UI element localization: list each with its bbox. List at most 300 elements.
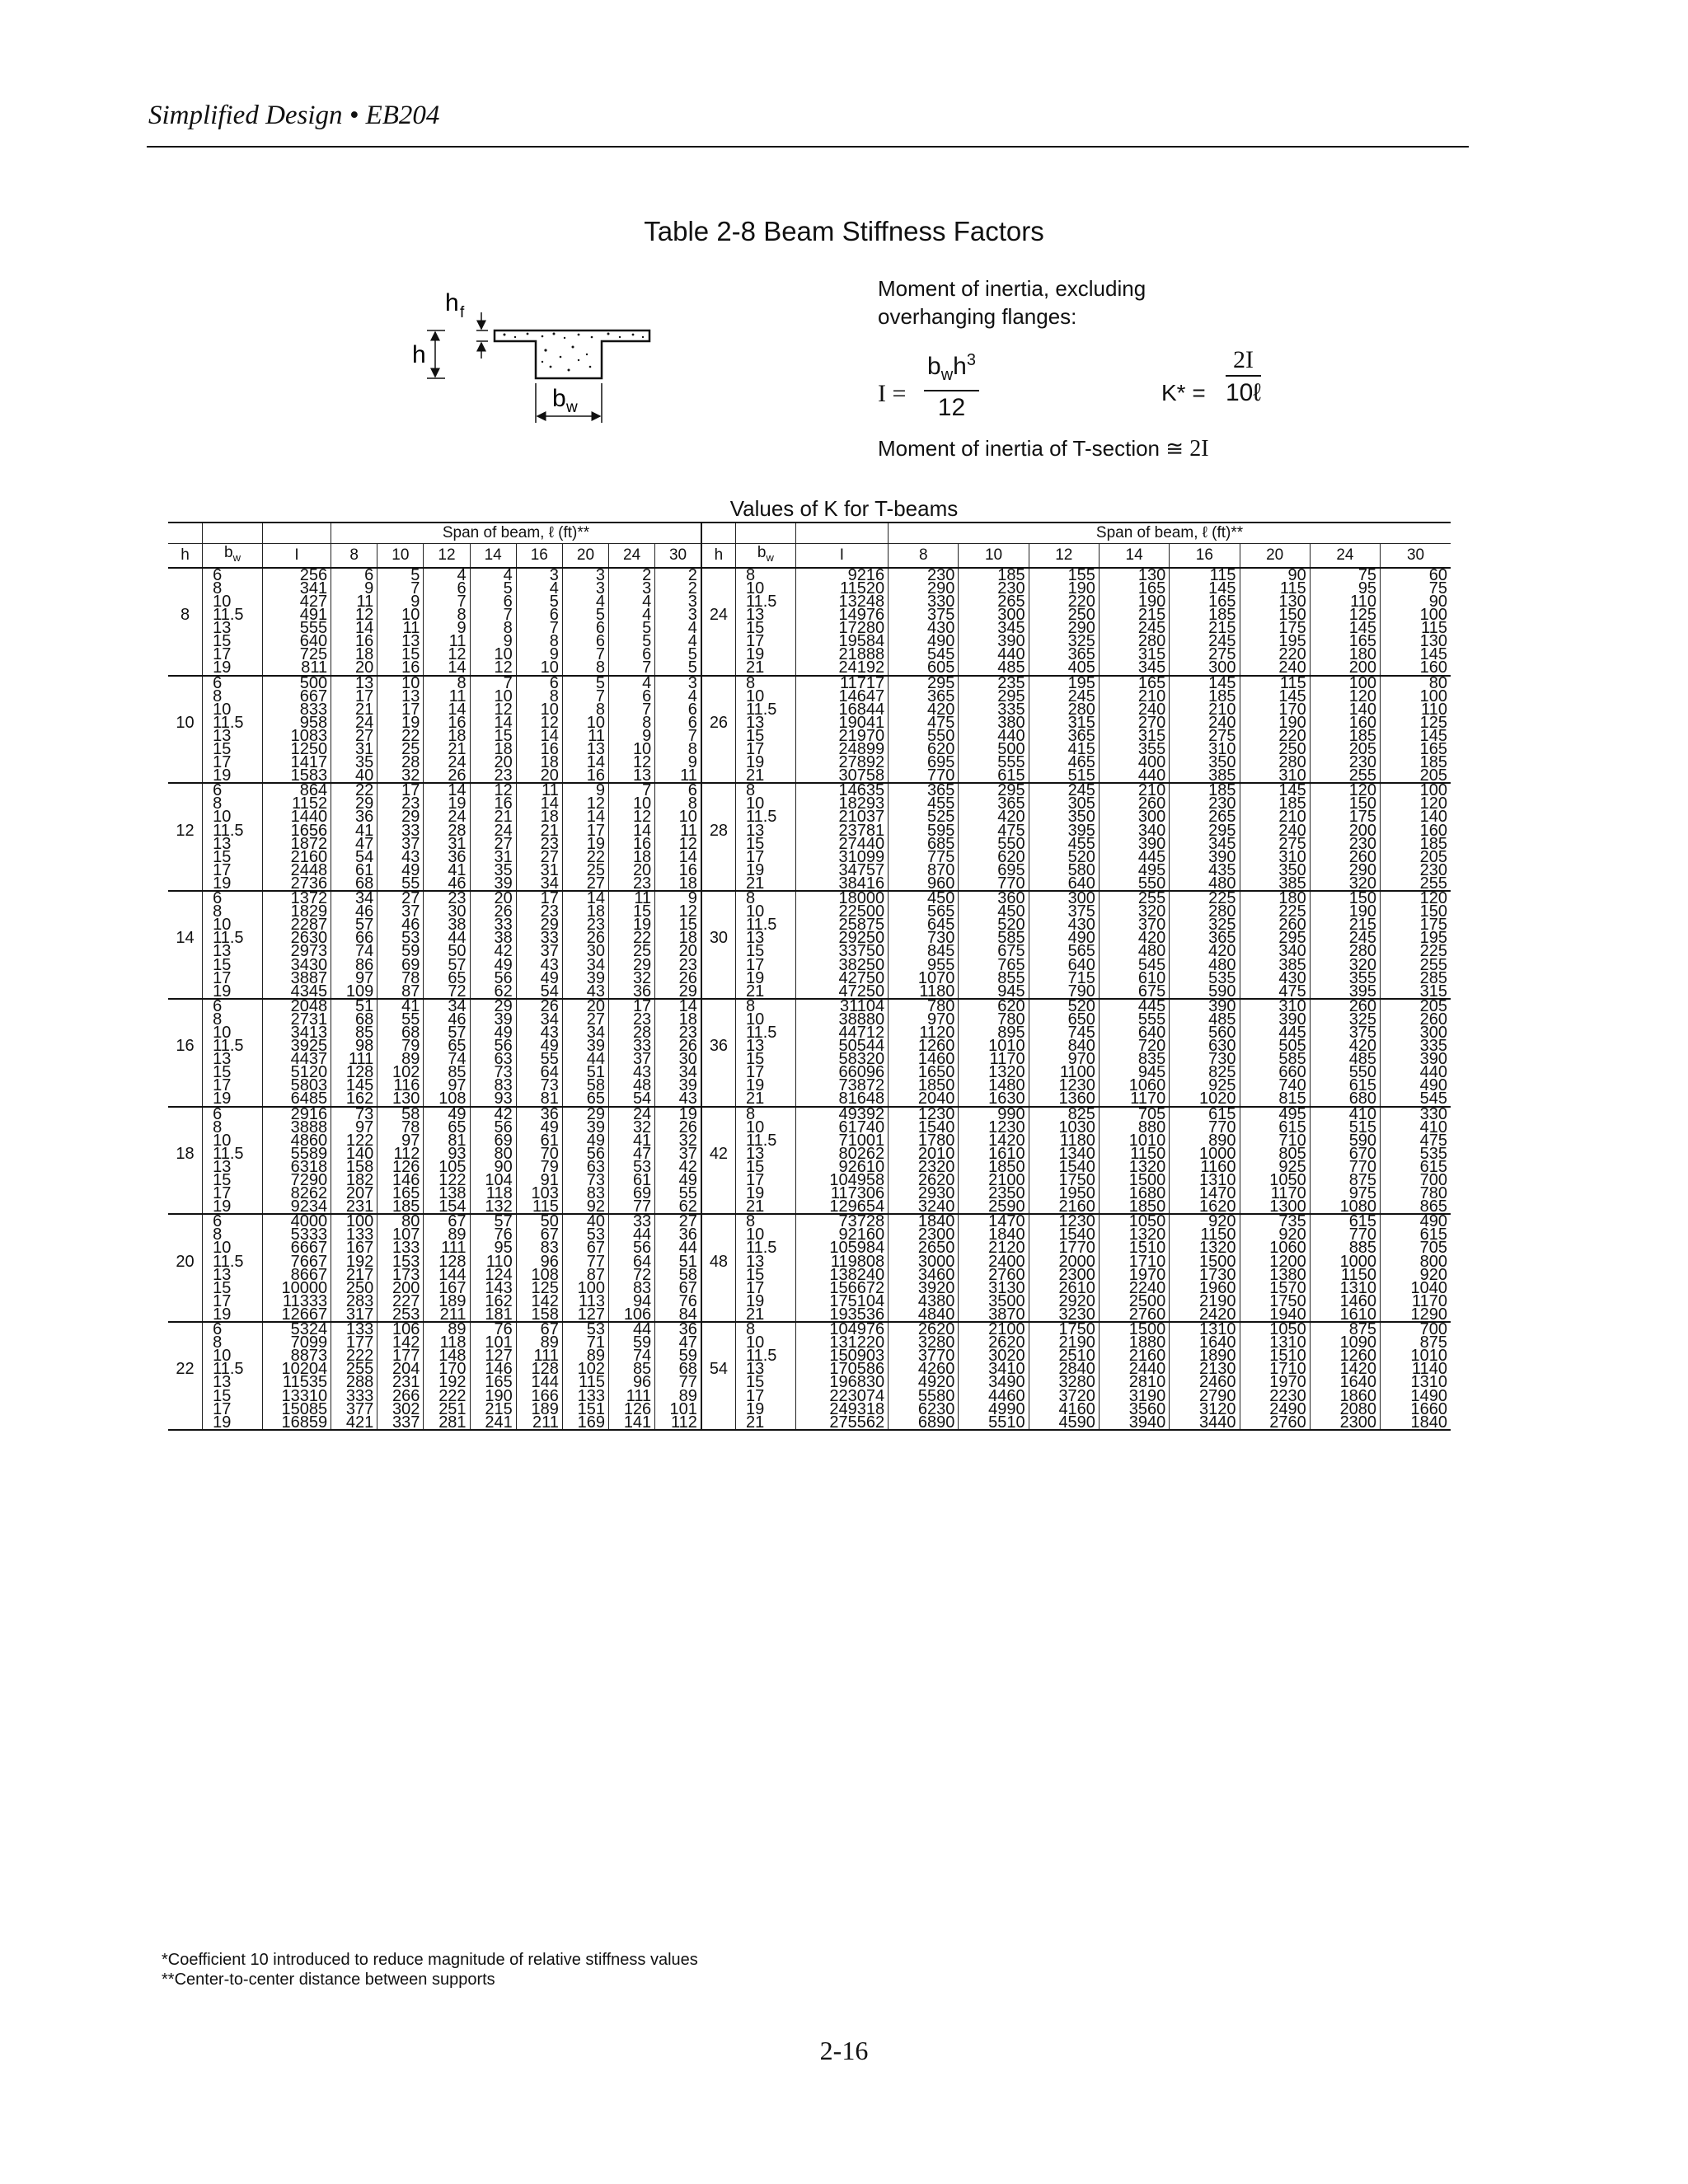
k-value-right: 100 [1381, 608, 1451, 621]
k-value-left: 41 [424, 864, 470, 877]
row-inertia-left: 341 [262, 582, 331, 595]
row-inertia-left: 3888 [262, 1121, 331, 1134]
k-value-left: 25 [609, 944, 655, 958]
row-h-right [701, 864, 736, 877]
k-value-left: 158 [516, 1308, 562, 1322]
k-value-left: 33 [516, 931, 562, 944]
k-value-right: 925 [1240, 1160, 1310, 1174]
row-h-left [168, 877, 203, 891]
k-value-right: 1300 [1240, 1200, 1310, 1214]
k-value-left: 12 [470, 703, 516, 716]
k-value-right: 480 [1170, 877, 1240, 891]
k-value-left: 111 [331, 1052, 377, 1066]
k-value-right: 420 [1099, 931, 1169, 944]
k-value-right: 955 [889, 958, 959, 972]
k-value-left: 68 [655, 1362, 701, 1376]
k-value-left: 29 [655, 985, 701, 999]
k-value-left: 102 [562, 1362, 608, 1376]
k-value-right: 255 [1381, 877, 1451, 891]
k-value-right: 825 [1170, 1066, 1240, 1079]
k-value-right: 435 [1170, 864, 1240, 877]
k-value-right: 1180 [1029, 1134, 1099, 1147]
k-value-left: 19 [562, 837, 608, 851]
k-value-right: 380 [959, 716, 1029, 729]
row-inertia-right: 170586 [795, 1362, 888, 1376]
k-value-left: 108 [516, 1268, 562, 1282]
k-value-right: 245 [1029, 690, 1099, 703]
k-value-right: 170 [1240, 703, 1310, 716]
k-value-right: 1310 [1381, 1376, 1451, 1389]
row-inertia-left: 2736 [262, 877, 331, 891]
k-value-left: 207 [331, 1187, 377, 1200]
k-value-right: 390 [1099, 837, 1169, 851]
table-row [168, 1092, 1451, 1106]
k-value-left: 84 [655, 1308, 701, 1322]
page-title: Table 2-8 Beam Stiffness Factors [644, 216, 1044, 246]
k-value-right: 110 [1310, 595, 1380, 608]
row-bw-right: 8 [735, 568, 795, 582]
k-value-right: 1570 [1240, 1282, 1310, 1295]
row-bw-right: 19 [735, 1187, 795, 1200]
k-value-left: 24 [331, 716, 377, 729]
k-value-left: 4 [655, 635, 701, 648]
k-value-left: 47 [331, 837, 377, 851]
row-bw-left: 8 [203, 582, 263, 595]
k-value-left: 12 [516, 716, 562, 729]
k-value-left: 11 [516, 783, 562, 797]
row-h-left [168, 1066, 203, 1079]
k-value-right: 630 [1170, 1039, 1240, 1052]
k-value-right: 1090 [1310, 1336, 1380, 1349]
row-inertia-left: 2973 [262, 944, 331, 958]
k-value-right: 120 [1310, 690, 1380, 703]
row-h-left [168, 1092, 203, 1106]
k-value-right: 2160 [1099, 1349, 1169, 1362]
row-h-right [701, 958, 736, 972]
k-value-left: 132 [470, 1200, 516, 1214]
k-value-right: 75 [1381, 582, 1451, 595]
row-h-right [701, 1174, 736, 1187]
row-bw-left: 6 [203, 891, 263, 905]
k-value-left: 30 [424, 905, 470, 918]
k-value-right: 205 [1310, 743, 1380, 756]
k-value-left: 68 [377, 1026, 424, 1039]
k-value-left: 12 [609, 810, 655, 823]
k-value-left: 4 [424, 568, 470, 582]
row-bw-left: 6 [203, 1214, 263, 1228]
row-h-right [701, 1187, 736, 1200]
row-h-right [701, 769, 736, 783]
k-value-right: 2440 [1099, 1362, 1169, 1376]
k-value-right: 1010 [1099, 1134, 1169, 1147]
k-value-left: 87 [562, 1268, 608, 1282]
k-value-left: 79 [516, 1160, 562, 1174]
row-inertia-right: 24899 [795, 743, 888, 756]
k-value-right: 545 [889, 648, 959, 661]
k-value-right: 1610 [959, 1147, 1029, 1160]
row-bw-right: 17 [735, 1066, 795, 1079]
k-value-left: 76 [655, 1295, 701, 1308]
k-value-right: 365 [889, 783, 959, 797]
row-inertia-left: 1250 [262, 743, 331, 756]
k-value-right: 485 [959, 661, 1029, 675]
k-value-right: 3770 [889, 1349, 959, 1362]
k-value-left: 69 [609, 1187, 655, 1200]
k-value-right: 2500 [1099, 1295, 1169, 1308]
k-value-right: 95 [1310, 582, 1380, 595]
k-value-left: 48 [609, 1079, 655, 1092]
k-value-right: 975 [1310, 1187, 1380, 1200]
row-inertia-left: 640 [262, 635, 331, 648]
k-value-right: 120 [1381, 797, 1451, 810]
k-value-right: 180 [1310, 648, 1380, 661]
k-value-right: 230 [1170, 797, 1240, 810]
row-bw-right: 17 [735, 1174, 795, 1187]
k-value-left: 38 [424, 918, 470, 931]
k-value-right: 1320 [1170, 1241, 1240, 1254]
row-inertia-left: 2048 [262, 999, 331, 1013]
row-h-right [701, 756, 736, 769]
row-bw-left: 10 [203, 1349, 263, 1362]
k-value-left: 7 [609, 661, 655, 675]
row-inertia-left: 7290 [262, 1174, 331, 1187]
k-value-right: 2240 [1099, 1282, 1169, 1295]
k-value-left: 16 [655, 864, 701, 877]
row-h-left [168, 1214, 203, 1228]
k-value-right: 315 [1099, 729, 1169, 743]
k-value-left: 190 [470, 1390, 516, 1403]
k-value-right: 620 [889, 743, 959, 756]
k-value-right: 6890 [889, 1416, 959, 1430]
k-value-right: 165 [1381, 743, 1451, 756]
k-value-right: 160 [1381, 824, 1451, 837]
k-value-right: 1840 [1381, 1416, 1451, 1430]
k-value-right: 3460 [889, 1268, 959, 1282]
row-inertia-right: 66096 [795, 1066, 888, 1079]
row-inertia-right: 14976 [795, 608, 888, 621]
row-bw-right: 8 [735, 1107, 795, 1121]
k-value-left: 128 [331, 1066, 377, 1079]
k-value-left: 72 [424, 985, 470, 999]
col-header-i-right: I [795, 544, 888, 568]
k-value-left: 39 [655, 1079, 701, 1092]
k-value-left: 17 [331, 690, 377, 703]
row-bw-left: 10 [203, 1134, 263, 1147]
col-header-span-right: 12 [1029, 544, 1099, 568]
k-value-left: 14 [655, 999, 701, 1013]
k-value-left: 222 [331, 1349, 377, 1362]
k-value-left: 94 [609, 1295, 655, 1308]
k-value-right: 1290 [1381, 1308, 1451, 1322]
k-value-right: 2460 [1170, 1376, 1240, 1389]
row-inertia-right: 22500 [795, 905, 888, 918]
k-value-left: 18 [609, 851, 655, 864]
k-value-left: 65 [424, 1039, 470, 1052]
k-value-left: 19 [424, 797, 470, 810]
row-inertia-left: 1829 [262, 905, 331, 918]
k-value-right: 455 [1029, 837, 1099, 851]
k-value-right: 410 [1381, 1121, 1451, 1134]
row-h-right [701, 999, 736, 1013]
row-bw-right: 21 [735, 1416, 795, 1430]
k-value-right: 190 [1240, 716, 1310, 729]
row-bw-right: 17 [735, 958, 795, 972]
k-value-left: 5 [470, 582, 516, 595]
k-value-left: 37 [377, 905, 424, 918]
k-value-left: 51 [331, 999, 377, 1013]
k-value-right: 845 [889, 944, 959, 958]
k-value-right: 120 [1310, 783, 1380, 797]
k-value-left: 89 [562, 1349, 608, 1362]
k-value-right: 440 [959, 648, 1029, 661]
k-value-right: 330 [1381, 1107, 1451, 1121]
k-value-left: 70 [516, 1147, 562, 1160]
k-value-right: 230 [889, 568, 959, 582]
stiffness-denominator: 10ℓ [1226, 379, 1262, 406]
row-h-right [701, 1013, 736, 1026]
k-value-left: 112 [377, 1147, 424, 1160]
row-bw-right: 19 [735, 1295, 795, 1308]
k-value-left: 93 [424, 1147, 470, 1160]
k-value-left: 153 [377, 1255, 424, 1268]
k-value-left: 80 [470, 1147, 516, 1160]
k-value-right: 375 [1310, 1026, 1380, 1039]
row-bw-left: 17 [203, 1079, 263, 1092]
k-value-left: 6 [424, 582, 470, 595]
k-value-left: 124 [470, 1268, 516, 1282]
k-value-right: 565 [1029, 944, 1099, 958]
k-value-left: 27 [655, 1214, 701, 1228]
k-value-left: 9 [424, 621, 470, 635]
k-value-right: 1860 [1310, 1390, 1380, 1403]
k-value-right: 2300 [1310, 1416, 1380, 1430]
k-value-right: 2000 [1029, 1255, 1099, 1268]
row-inertia-right: 193536 [795, 1308, 888, 1322]
k-value-right: 890 [1170, 1134, 1240, 1147]
row-inertia-right: 16844 [795, 703, 888, 716]
k-value-left: 12 [609, 756, 655, 769]
k-value-left: 34 [424, 999, 470, 1013]
k-value-right: 2760 [959, 1268, 1029, 1282]
row-inertia-right: 29250 [795, 931, 888, 944]
k-value-right: 875 [1310, 1322, 1380, 1336]
k-value-left: 11 [655, 824, 701, 837]
k-value-right: 790 [1029, 985, 1099, 999]
k-value-right: 1150 [1170, 1228, 1240, 1241]
k-value-left: 56 [609, 1241, 655, 1254]
row-bw-left: 15 [203, 635, 263, 648]
k-value-right: 340 [1240, 944, 1310, 958]
k-value-left: 118 [424, 1336, 470, 1349]
k-value-right: 490 [1381, 1079, 1451, 1092]
row-inertia-left: 4437 [262, 1052, 331, 1066]
row-inertia-left: 500 [262, 676, 331, 690]
formula-block [878, 274, 1471, 489]
k-value-right: 325 [1170, 918, 1240, 931]
k-value-left: 53 [562, 1228, 608, 1241]
k-value-right: 2650 [889, 1241, 959, 1254]
k-value-left: 133 [331, 1228, 377, 1241]
row-inertia-right: 196830 [795, 1376, 888, 1389]
k-value-left: 26 [562, 931, 608, 944]
k-value-left: 80 [377, 1214, 424, 1228]
k-value-left: 49 [377, 864, 424, 877]
k-value-left: 64 [516, 1066, 562, 1079]
row-h-right [701, 582, 736, 595]
k-value-left: 67 [655, 1282, 701, 1295]
k-value-right: 1020 [1170, 1092, 1240, 1106]
k-value-right: 1230 [1029, 1214, 1099, 1228]
k-value-right: 585 [959, 931, 1029, 944]
row-h-right [701, 1295, 736, 1308]
row-inertia-right: 25875 [795, 918, 888, 931]
k-value-left: 6 [609, 648, 655, 661]
k-value-right: 1310 [1240, 1336, 1310, 1349]
row-inertia-right: 19041 [795, 716, 888, 729]
k-value-right: 1360 [1029, 1092, 1099, 1106]
k-value-left: 227 [377, 1295, 424, 1308]
k-value-right: 1040 [1381, 1282, 1451, 1295]
k-value-left: 97 [331, 1121, 377, 1134]
k-value-left: 23 [424, 891, 470, 905]
k-value-left: 34 [655, 1066, 701, 1079]
k-value-left: 64 [609, 1255, 655, 1268]
k-value-right: 205 [1381, 999, 1451, 1013]
k-value-right: 215 [1099, 608, 1169, 621]
row-inertia-left: 4000 [262, 1214, 331, 1228]
k-value-left: 14 [562, 891, 608, 905]
k-value-left: 101 [470, 1336, 516, 1349]
span-header-right: Span of beam, ℓ (ft)** [889, 523, 1451, 544]
k-value-left: 20 [470, 756, 516, 769]
inertia-numerator: $b_wh^3$ [927, 351, 976, 384]
k-value-left: 43 [516, 958, 562, 972]
row-bw-right: 17 [735, 1390, 795, 1403]
k-value-right: 885 [1310, 1241, 1380, 1254]
k-value-right: 145 [1170, 582, 1240, 595]
k-value-left: 148 [424, 1349, 470, 1362]
k-value-left: 31 [516, 864, 562, 877]
k-value-right: 350 [1170, 756, 1240, 769]
k-value-right: 1260 [1310, 1349, 1380, 1362]
row-bw-left: 11.5 [203, 824, 263, 837]
k-value-left: 36 [424, 851, 470, 864]
k-value-left: 15 [609, 905, 655, 918]
k-value-left: 16 [331, 635, 377, 648]
k-value-right: 2040 [889, 1092, 959, 1106]
k-value-left: 90 [470, 1160, 516, 1174]
k-value-right: 2120 [959, 1241, 1029, 1254]
k-value-right: 250 [1240, 743, 1310, 756]
k-value-left: 63 [562, 1160, 608, 1174]
k-value-left: 85 [424, 1066, 470, 1079]
k-value-left: 50 [516, 1214, 562, 1228]
row-inertia-right: 18000 [795, 891, 888, 905]
k-value-left: 9 [516, 648, 562, 661]
k-value-right: 550 [889, 729, 959, 743]
k-value-left: 65 [562, 1092, 608, 1106]
row-bw-right: 13 [735, 1255, 795, 1268]
k-value-left: 53 [562, 1322, 608, 1336]
k-value-right: 1710 [1099, 1255, 1169, 1268]
k-value-left: 18 [424, 729, 470, 743]
k-value-left: 16 [470, 797, 516, 810]
k-value-left: 146 [470, 1362, 516, 1376]
k-value-right: 485 [1310, 1052, 1380, 1066]
col-header-h-right: h [701, 544, 736, 568]
table-row [168, 661, 1451, 675]
k-value-left: 29 [470, 999, 516, 1013]
k-value-left: 6 [609, 690, 655, 703]
k-value-left: 112 [655, 1416, 701, 1430]
k-value-right: 465 [1029, 756, 1099, 769]
k-value-left: 35 [470, 864, 516, 877]
row-inertia-left: 1417 [262, 756, 331, 769]
k-value-left: 61 [331, 864, 377, 877]
k-value-right: 2320 [889, 1160, 959, 1174]
k-value-left: 56 [470, 1121, 516, 1134]
row-h-right: 26 [701, 716, 736, 729]
k-value-right: 620 [959, 999, 1029, 1013]
k-value-left: 162 [470, 1295, 516, 1308]
k-value-left: 5 [516, 595, 562, 608]
row-h-left [168, 582, 203, 595]
k-value-left: 27 [331, 729, 377, 743]
stiffness-fraction [1226, 345, 1261, 410]
k-value-left: 13 [562, 743, 608, 756]
k-value-right: 245 [1170, 635, 1240, 648]
k-value-right: 440 [1099, 769, 1169, 783]
row-bw-left: 6 [203, 568, 263, 582]
k-value-right: 475 [889, 716, 959, 729]
k-value-left: 165 [377, 1187, 424, 1200]
row-bw-right: 19 [735, 756, 795, 769]
row-h-left [168, 1187, 203, 1200]
k-value-left: 67 [516, 1322, 562, 1336]
row-inertia-left: 1440 [262, 810, 331, 823]
k-value-right: 1310 [1170, 1322, 1240, 1336]
k-value-left: 10 [562, 716, 608, 729]
k-value-right: 1850 [959, 1160, 1029, 1174]
k-value-right: 390 [1170, 999, 1240, 1013]
k-value-right: 160 [1381, 661, 1451, 675]
k-value-left: 127 [562, 1308, 608, 1322]
k-value-left: 12 [331, 608, 377, 621]
row-bw-right: 11.5 [735, 1349, 795, 1362]
k-value-left: 68 [331, 1013, 377, 1026]
k-value-left: 54 [516, 985, 562, 999]
row-bw-right: 10 [735, 1336, 795, 1349]
k-value-right: 270 [1099, 716, 1169, 729]
k-value-right: 185 [1310, 729, 1380, 743]
k-value-left: 181 [470, 1308, 516, 1322]
k-value-left: 31 [470, 851, 516, 864]
row-h-left [168, 783, 203, 797]
k-value-right: 920 [1170, 1214, 1240, 1228]
row-inertia-left: 958 [262, 716, 331, 729]
k-value-right: 445 [1099, 851, 1169, 864]
k-value-right: 1470 [959, 1214, 1029, 1228]
k-value-right: 1070 [889, 972, 959, 985]
row-h-right [701, 797, 736, 810]
k-value-left: 189 [424, 1295, 470, 1308]
col-header-span-left: 20 [562, 544, 608, 568]
k-value-right: 1420 [959, 1134, 1029, 1147]
k-value-right: 240 [1099, 703, 1169, 716]
k-value-left: 27 [562, 877, 608, 891]
k-value-right: 2420 [1170, 1308, 1240, 1322]
row-bw-left: 8 [203, 1228, 263, 1241]
